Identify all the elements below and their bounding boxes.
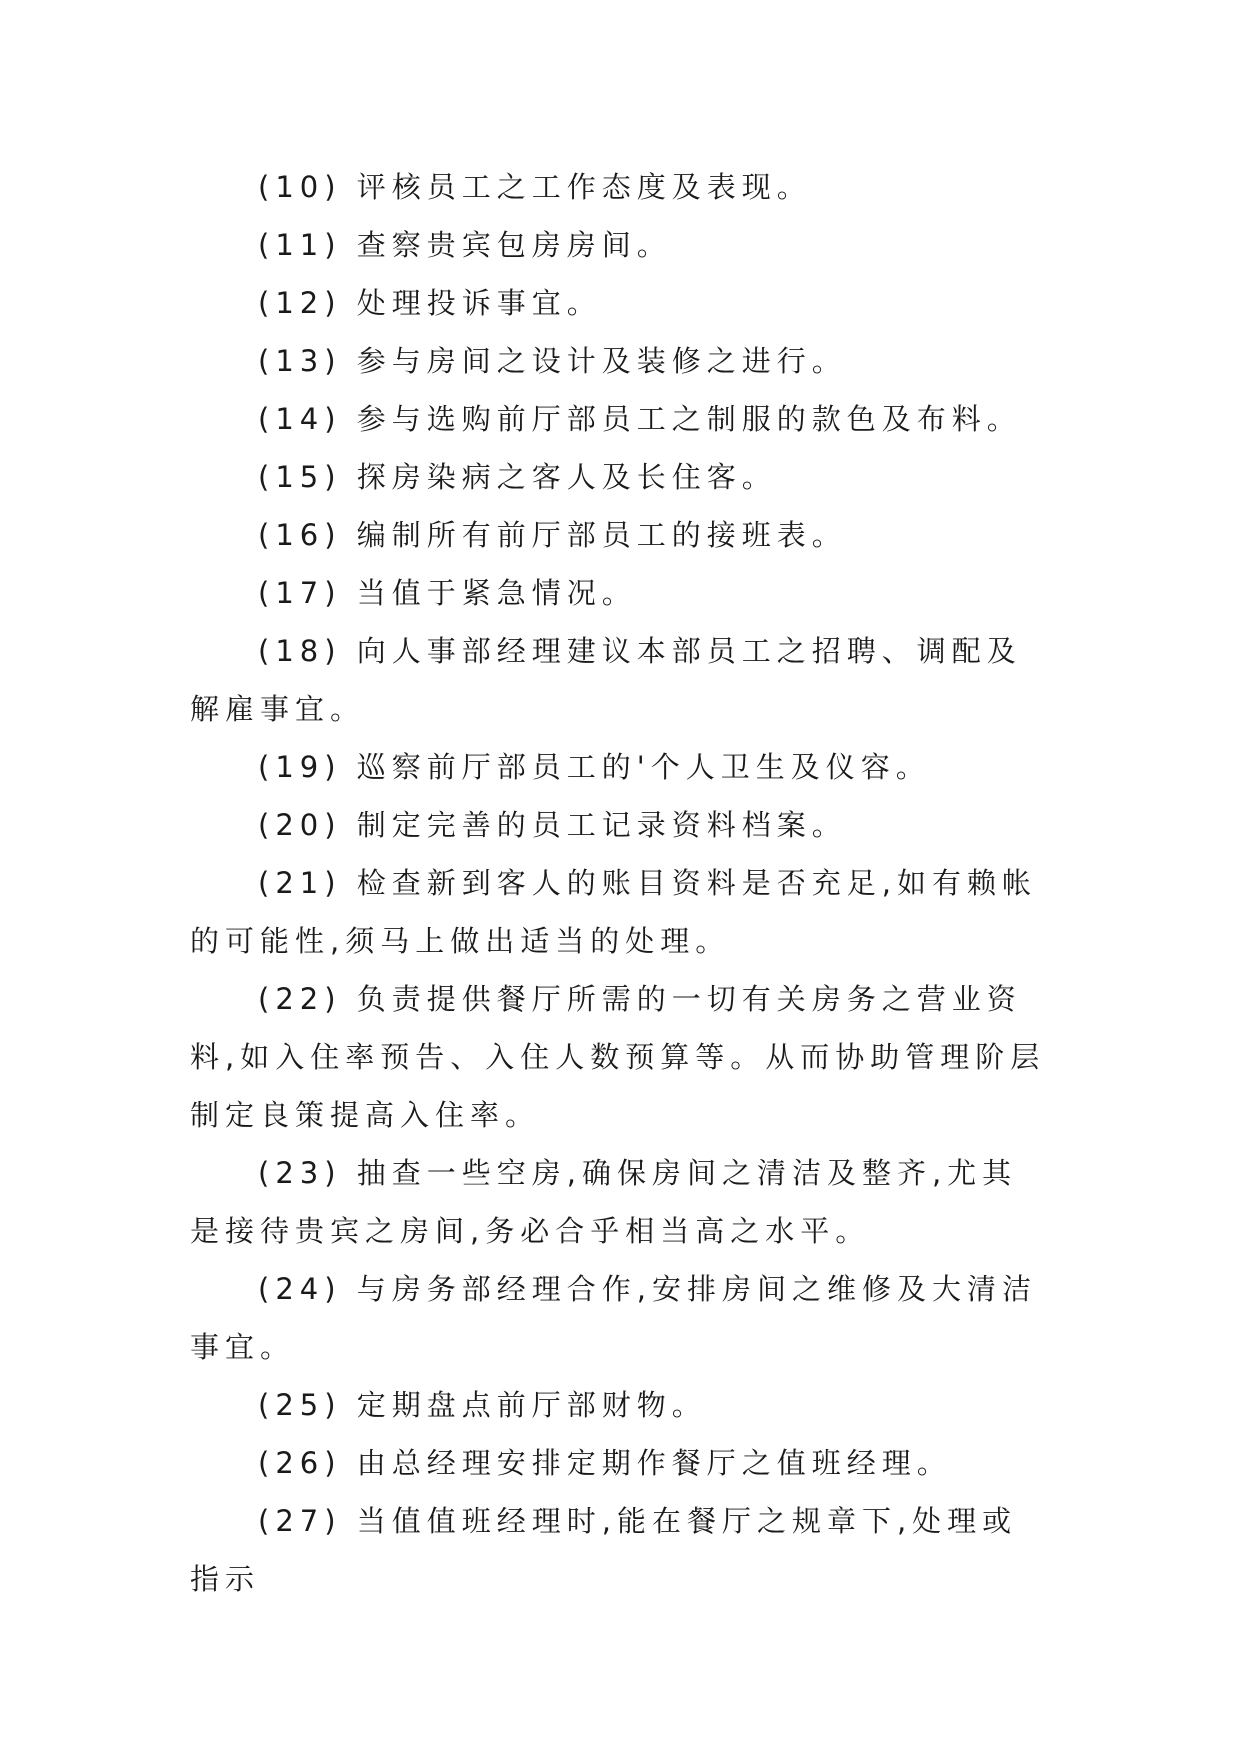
document-body bbox=[190, 158, 1050, 1608]
paragraph-14: (14) 参与选购前厅部员工之制服的款色及布料。 bbox=[258, 402, 1022, 436]
paragraph-24: (24) 与房务部经理合作,安排房间之维修及大清洁事宜。 bbox=[190, 1272, 1037, 1364]
paragraph-15: (15) 探房染病之客人及长住客。 bbox=[258, 460, 777, 494]
paragraph-23: (23) 抽查一些空房,确保房间之清洁及整齐,尤其是接待贵宾之房间,务必合乎相当高之水平。 bbox=[190, 1156, 1018, 1248]
paragraph-12: (12) 处理投诉事宜。 bbox=[258, 286, 602, 320]
paragraph-11: (11) 查察贵宾包房房间。 bbox=[258, 228, 672, 262]
paragraph-26: (26) 由总经理安排定期作餐厅之值班经理。 bbox=[258, 1446, 952, 1480]
paragraph-21: (21) 检查新到客人的账目资料是否充足,如有赖帐的可能性,须马上做出适当的处理。 bbox=[190, 866, 1037, 958]
paragraph-18: (18) 向人事部经理建议本部员工之招聘、调配及解雇事宜。 bbox=[190, 634, 1022, 726]
paragraph-17: (17) 当值于紧急情况。 bbox=[258, 576, 637, 610]
paragraph-13: (13) 参与房间之设计及装修之进行。 bbox=[258, 344, 847, 378]
paragraph-20: (20) 制定完善的员工记录资料档案。 bbox=[258, 808, 847, 842]
paragraph-19: (19) 巡察前厅部员工的'个人卫生及仪容。 bbox=[258, 750, 931, 784]
paragraph-27: (27) 当值值班经理时,能在餐厅之规章下,处理或指示 bbox=[190, 1504, 1018, 1596]
paragraph-22: (22) 负责提供餐厅所需的一切有关房务之营业资料,如入住率预告、入住人数预算等。从而协助管理阶层制定良策提高入住率。 bbox=[190, 982, 1046, 1132]
paragraph-16: (16) 编制所有前厅部员工的接班表。 bbox=[258, 518, 847, 552]
paragraph-10: (10) 评核员工之工作态度及表现。 bbox=[258, 170, 812, 204]
paragraph-25: (25) 定期盘点前厅部财物。 bbox=[258, 1388, 707, 1422]
